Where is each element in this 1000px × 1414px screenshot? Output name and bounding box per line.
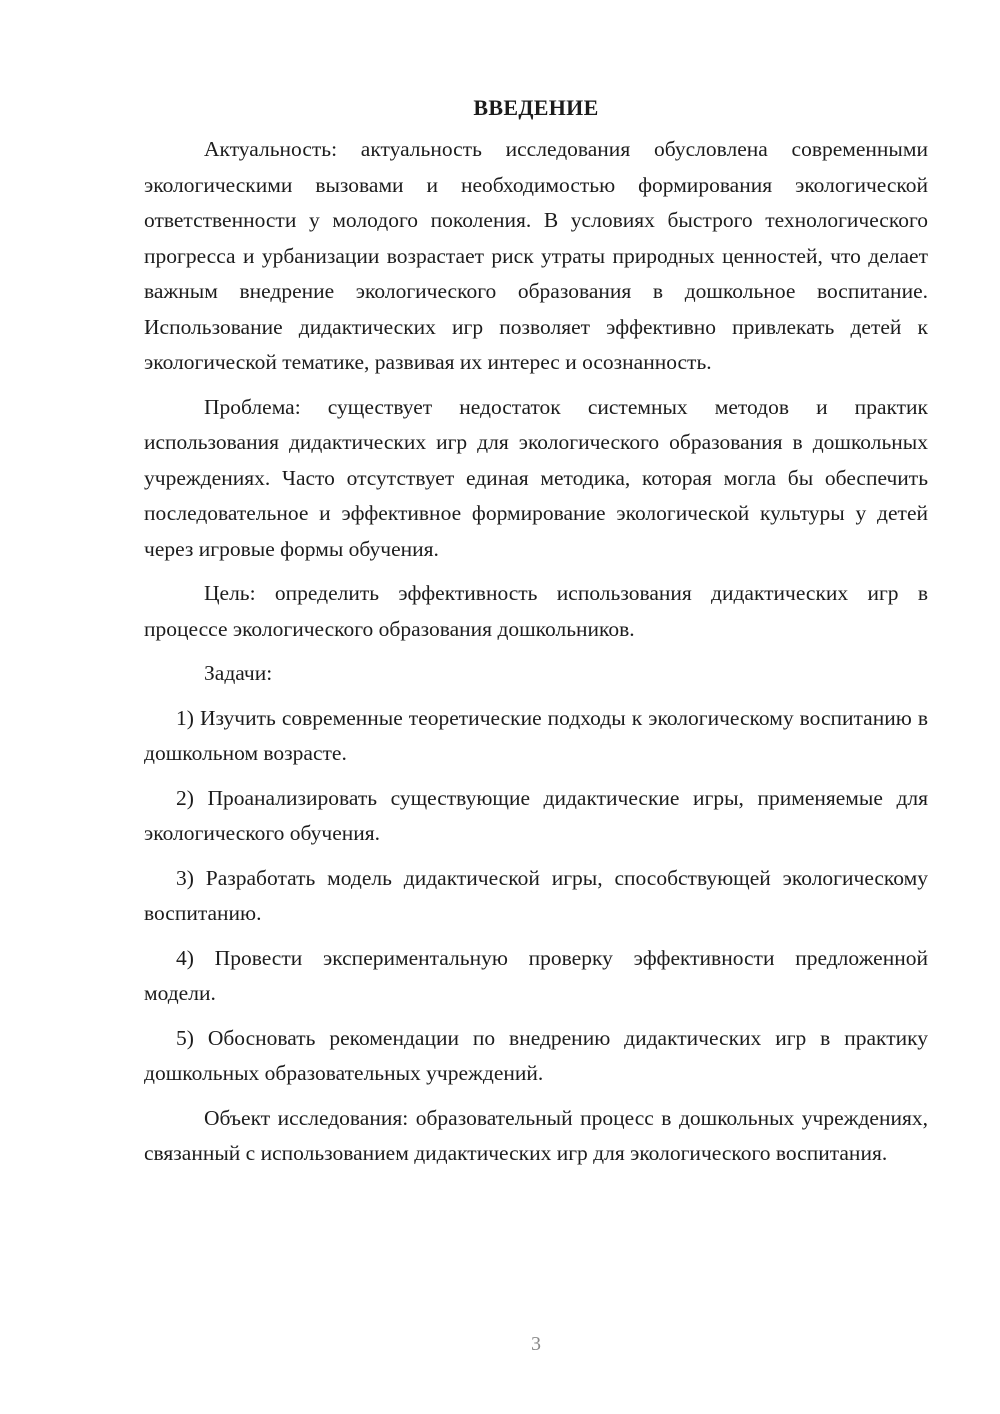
task-item-5: 5) Обосновать рекомендации по внедрению дидактических игр в практику дошкольных образовательных учреждений.	[144, 1025, 928, 1085]
task-item-2: 2) Проанализировать существующие дидактические игры, применяемые для экологического обучения.	[144, 785, 928, 845]
paragraph-relevance: Актуальность: актуальность исследования обусловлена современными экологическими вызовами и необходимостью формирования экологической ответственности у молодого поколения. В условиях быстрого технологического прогресса и урбанизации возрастает риск утраты природных ценностей, что делает важным внедрение экологического образования в дошкольное воспитание. Использование дидактических игр позволяет эффективно привлекать детей к экологической тематике, развивая их интерес и осознанность.	[144, 137, 928, 374]
page-title: ВВЕДЕНИЕ	[473, 95, 599, 120]
paragraph-object: Объект исследования: образовательный процесс в дошкольных учреждениях, связанный с использованием дидактических игр для экологического воспитания.	[144, 1105, 928, 1165]
tasks-label: Задачи:	[204, 661, 273, 685]
task-item-1: 1) Изучить современные теоретические подходы к экологическому воспитанию в дошкольном возрасте.	[144, 705, 928, 765]
document-page	[144, 90, 928, 1181]
paragraph-goal: Цель: определить эффективность использования дидактических игр в процессе экологического образования дошкольников.	[144, 581, 928, 641]
task-item-4: 4) Провести экспериментальную проверку эффективности предложенной модели.	[144, 945, 928, 1005]
task-item-3: 3) Разработать модель дидактической игры, способствующей экологическому воспитанию.	[144, 865, 928, 925]
page-number: 3	[531, 1333, 541, 1355]
paragraph-problem: Проблема: существует недостаток системных методов и практик использования дидактических игр для экологического образования в дошкольных учреждениях. Часто отсутствует единая методика, которая могла бы обеспечить последовательное и эффективное формирование экологической культуры у детей через игровые формы обучения.	[144, 394, 928, 561]
